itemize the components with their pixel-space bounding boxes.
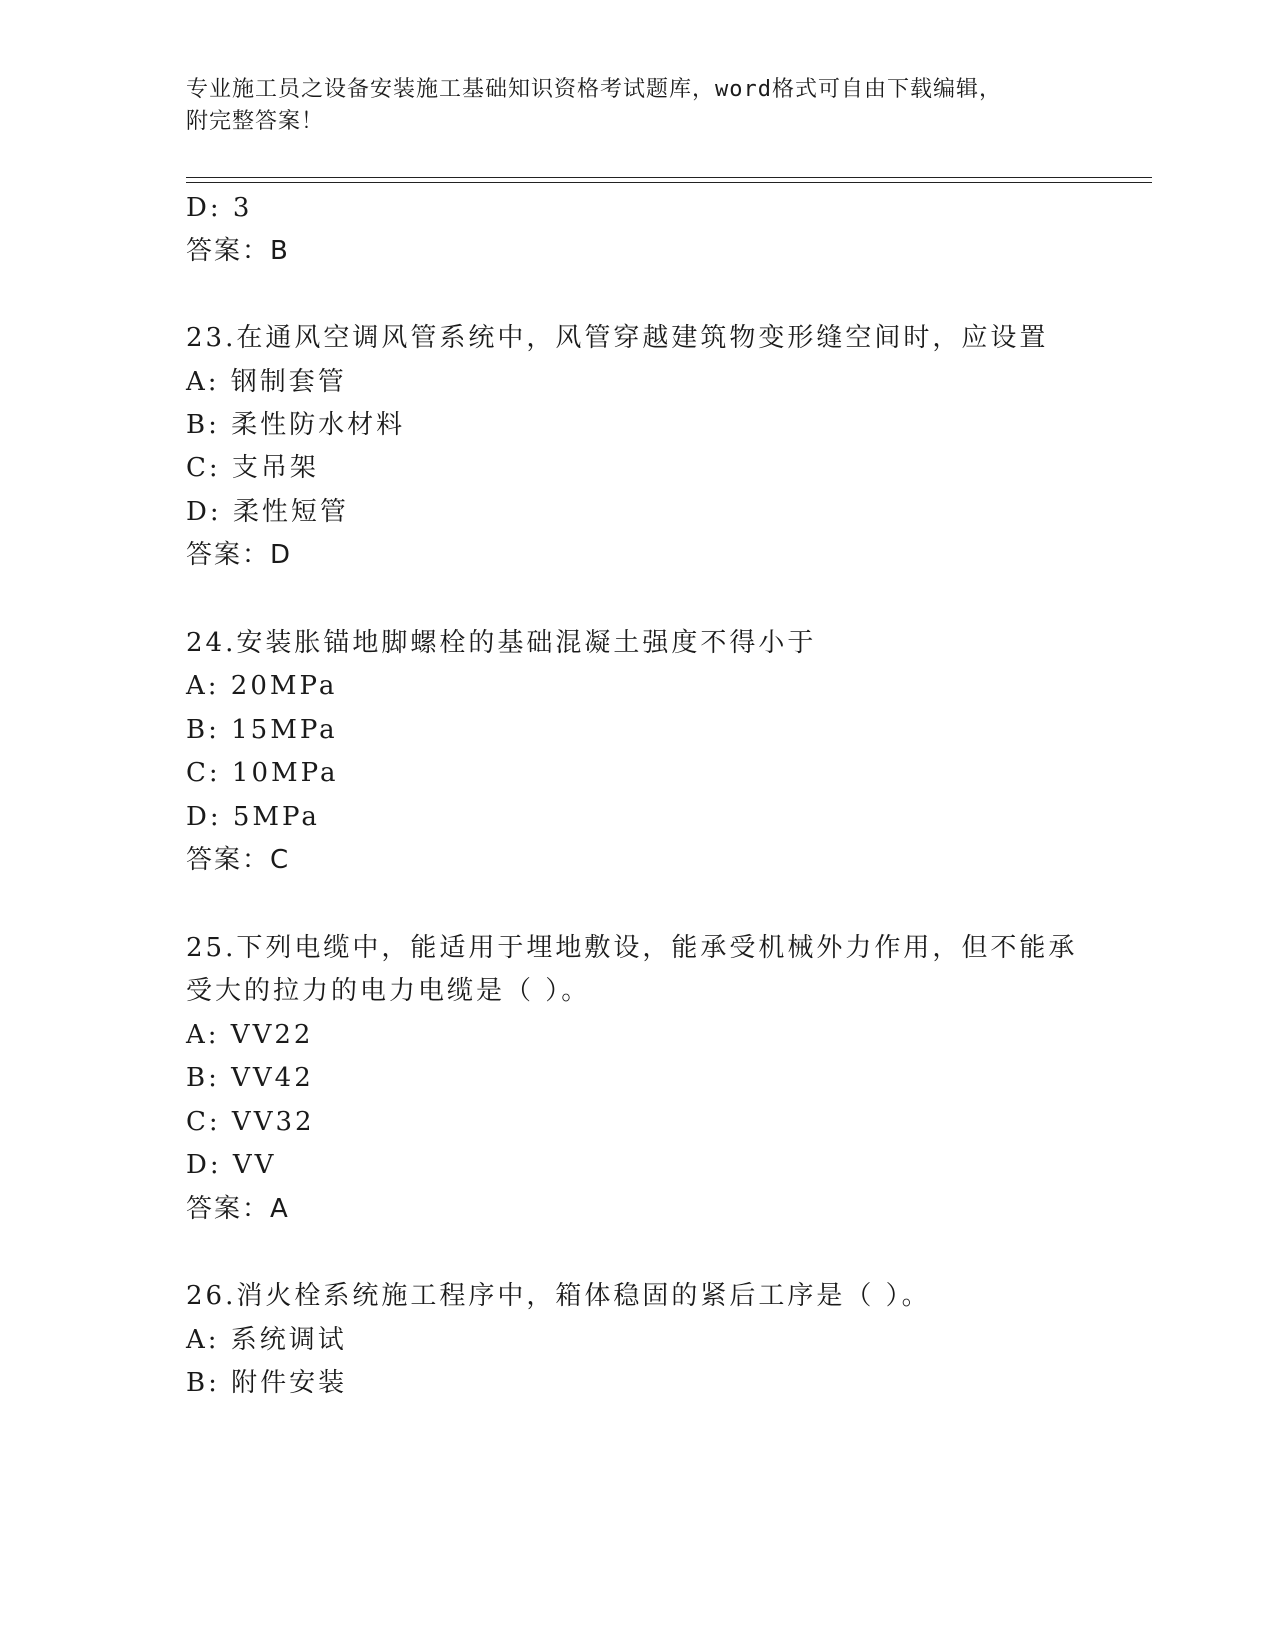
question-stem-continued: 受大的拉力的电力电缆是（ ）。 <box>186 976 591 1006</box>
option-d: D: VV <box>186 1150 277 1180</box>
header-line-1: 专业施工员之设备安装施工基础知识资格考试题库，word格式可自由下载编辑， <box>186 77 1002 102</box>
header-line-2: 附完整答案！ <box>186 109 325 134</box>
option-b: B: 柔性防水材料 <box>186 410 406 440</box>
option-c: C: 支吊架 <box>186 453 319 483</box>
option-b: B: 附件安装 <box>186 1368 348 1398</box>
question-stem: 23.在通风空调风管系统中，风管穿越建筑物变形缝空间时，应设置 <box>186 323 1049 353</box>
option-c: C: VV32 <box>186 1107 315 1137</box>
answer-line: 答案：A <box>186 1194 290 1224</box>
option-d: D: 柔性短管 <box>186 497 349 527</box>
answer-line: 答案：B <box>186 236 290 266</box>
option-d: D: 5MPa <box>186 802 320 832</box>
option-d: D: 3 <box>186 193 253 223</box>
option-c: C: 10MPa <box>186 758 339 788</box>
option-a: A: VV22 <box>186 1020 314 1050</box>
option-b: B: 15MPa <box>186 715 338 745</box>
question-stem: 24.安装胀锚地脚螺栓的基础混凝土强度不得小于 <box>186 628 817 658</box>
option-a: A: 系统调试 <box>186 1325 347 1355</box>
answer-line: 答案：D <box>186 540 293 570</box>
question-stem: 26.消火栓系统施工程序中，箱体稳固的紧后工序是（ ）。 <box>186 1281 931 1311</box>
option-a: A: 钢制套管 <box>186 367 347 397</box>
answer-line: 答案：C <box>186 845 291 875</box>
option-a: A: 20MPa <box>186 671 338 701</box>
option-b: B: VV42 <box>186 1063 314 1093</box>
header-divider-bottom <box>186 182 1152 183</box>
document-header <box>186 74 1086 138</box>
header-divider-top <box>186 177 1152 178</box>
question-stem: 25.下列电缆中，能适用于埋地敷设，能承受机械外力作用，但不能承 <box>186 933 1078 963</box>
